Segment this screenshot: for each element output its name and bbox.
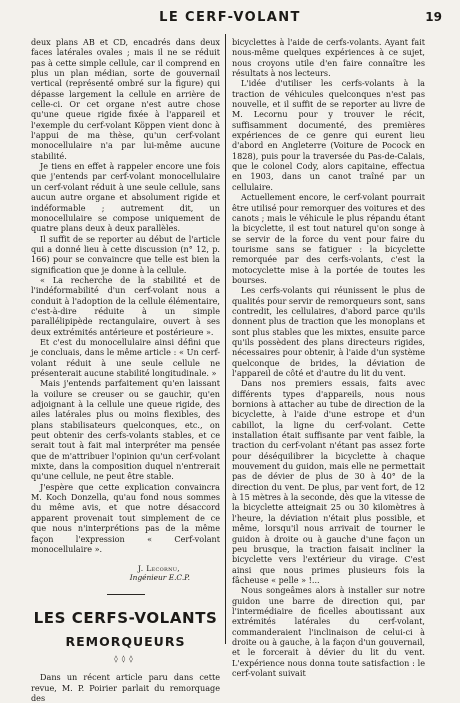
left-column bbox=[31, 37, 220, 703]
article-intro-paragraph: Dans un récent article paru dans cette revue, M. P. Poirier parlait du remorquage des bbox=[31, 672, 220, 703]
body-paragraph: deux plans AB et CD, encadrés dans deux faces latérales ovales ; mais il ne se réduit pas à cette simple cellule, car il comprend en plus un plan médian, sorte de gouvernail vertical (représenté ombré sur la figure) qui dépasse largement la cellule en arrière de celle-ci. Or cet organe n'est autre chose qu'une queue rigide fixée à l'appareil et l'exemple du cerf-volant Köppen vient donc à l'appui de ma thèse, qu'un cerf-volant monocellulaire n'a par lui-même aucune stabilité. bbox=[31, 37, 220, 161]
signature-role: Ingénieur E.C.P. bbox=[129, 573, 190, 583]
body-paragraph: Nous songeâmes alors à installer sur notre guidon une barre de direction qui, par l'intermédiaire de ficelles aboutissant aux extrémités latérales du cerf-volant, commanderaient l'inclinaison de celui-ci à droite ou à gauche, à la façon d'un gouvernail, et le forcerait à dévier du lit du vent. L'expérience nous donna toute satisfaction : le cerf-volant suivait bbox=[232, 585, 425, 678]
body-paragraph: Et c'est du monocellulaire ainsi défini que je concluais, dans le même article : « Un cerf-volant réduit à une seule cellule ne présenterait aucune stabilité longitudinale. » bbox=[31, 336, 220, 378]
body-paragraph: Les cerfs-volants qui réunissent le plus de qualités pour servir de remorqueurs sont, sans contredit, les cellulaires, d'abord parce qu'ils donnent plus de traction que les monoplans et sont plus stables que les mixtes, ensuite parce qu'ils possèdent des plans directeurs rigides, nécessaires pour obtenir, à l'aide d'un système quelconque de brides, la déviation de l'appareil de côté et d'autre du lit du vent. bbox=[232, 285, 425, 378]
body-paragraph: Dans nos premiers essais, faits avec différents types d'appareils, nous nous bornions à attacher au tube de direction de la bicyclette, à l'aide d'une estrope et d'un cabillot, la ligne du cerf-volant. Cette installation était suffisante par vent faible, la traction du cerf-volant n'étant pas assez forte pour déséquilibrer la bicyclette à chaque mouvement du guidon, mais elle ne permettait pas de dévier de plus de 30 à 40° de la direction du vent. De plus, par vent fort, de 12 à 15 mètres à la seconde, dès que la vitesse de la bicyclette atteignait 25 ou 30 kilomètres à l'heure, la déviation n'était plus possible, et même, lorsqu'il nous arrivait de tourner le guidon à droite ou à gauche d'une façon un peu brusque, la traction faisait incliner la bicyclette vers l'extérieur du virage. C'est ainsi que nous primes plusieurs fois la fâcheuse « pelle » !... bbox=[232, 378, 425, 585]
section-separator bbox=[107, 594, 145, 595]
journal-title: LE CERF-VOLANT bbox=[159, 10, 301, 25]
body-paragraph: bicyclettes à l'aide de cerfs-volants. Ayant fait nous-même quelques expériences à ce sujet, nous croyons utile d'en faire connaître les résultats à nos lecteurs. bbox=[232, 37, 425, 79]
page-number: 19 bbox=[425, 10, 442, 24]
body-paragraph: Il suffit de se reporter au début de l'article qui a donné lieu à cette discussion (n° 12, p. 166) pour se convaincre que telle est bien la signification que je donne à la cellule. bbox=[31, 233, 220, 275]
body-paragraph: L'idée d'utiliser les cerfs-volants à la traction de véhicules quelconques n'est pas nouvelle, et il suffit de se reporter au livre de M. Lecornu pour y trouver le récit, suffisamment documenté, des premières expériences de ce genre qui eurent lieu d'abord en Angleterre (Voiture de Pocock en 1828), puis pour la traversée du Pas-de-Calais, que le colonel Cody, alors capitaine, effectua en 1903, dans un canot traîné par un cellulaire. bbox=[232, 78, 425, 192]
body-paragraph: Je tiens en effet à rappeler encore une fois que j'entends par cerf-volant monocellulaire un cerf-volant réduit à une seule cellule, sans aucun autre organe et absolument rigide et indéformable ; autrement dit, un monocellulaire se compose uniquement de quatre plans deux à deux parallèles. bbox=[31, 161, 220, 234]
section-subtitle: REMORQUEURS bbox=[65, 634, 186, 650]
right-column bbox=[232, 37, 425, 678]
section-ornament: ◊◊◊ bbox=[114, 655, 137, 664]
body-paragraph: Actuellement encore, le cerf-volant pourrait être utilisé pour remorquer des voitures et des canots ; mais le véhicule le plus répandu étant la bicyclette, il est tout naturel qu'on songe à se servir de la force du vent pour faire du tourisme sans se fatiguer : la bicyclette remorquée par des cerfs-volants, c'est la motocyclette mise à la portée de toutes les bourses. bbox=[232, 192, 425, 285]
section-title: LES CERFS-VOLANTS bbox=[33, 609, 218, 628]
signature-name: J. Lecornu, bbox=[138, 564, 180, 574]
body-paragraph: J'espère que cette explication convaincra M. Koch Donzella, qu'au fond nous sommes du même avis, et que notre désaccord apparent provenait tout simplement de ce que nous n'interprétions pas de la même façon l'expression « Cerf-volant monocellulaire ». bbox=[31, 481, 220, 554]
body-paragraph: « La recherche de la stabilité et de l'indéformabilité d'un cerf-volant nous a conduit à l'adoption de la cellule élémentaire, c'est-à-dire réduite à un simple parallélipipède rectangulaire, ouvert à ses deux extrémités antérieure et postérieure ». bbox=[31, 274, 220, 337]
running-header bbox=[18, 10, 442, 26]
column-divider bbox=[225, 34, 226, 644]
body-paragraph: Mais j'entends parfaitement qu'en laissant la voilure se creuser ou se gauchir, qu'en adjoignant à la cellule une queue rigide, des ailes latérales plus ou moins flexibles, des plans stabilisateurs quelconques, etc., on peut obtenir des cerfs-volants stables, et ce serait tout à fait mal interpréter ma pensée que de m'attribuer l'opinion qu'un cerf-volant mixte, dans la composition duquel n'entrerait qu'une cellule, ne peut être stable. bbox=[31, 378, 220, 482]
